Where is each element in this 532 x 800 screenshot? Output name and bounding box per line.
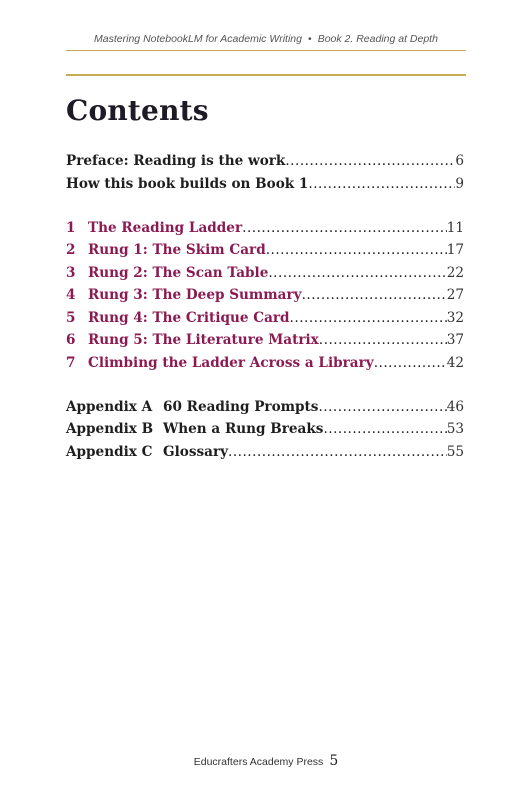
toc-page-number: 42 <box>446 355 464 371</box>
toc-chapter-3[interactable] <box>66 263 464 283</box>
toc-page-number: 22 <box>446 265 464 281</box>
dot-leader <box>308 174 455 194</box>
chapter-title: Climbing the Ladder Across a Library <box>88 355 374 371</box>
dot-leader <box>323 419 446 439</box>
toc-entry-label: How this book builds on Book 1 <box>66 176 309 192</box>
dot-leader <box>285 151 455 171</box>
chapter-number: 2 <box>66 242 76 258</box>
appendix-id: Appendix C <box>66 444 153 460</box>
dot-leader <box>242 218 447 238</box>
toc-page-number: 9 <box>455 176 464 192</box>
toc-appendix-a[interactable] <box>66 397 464 417</box>
toc-page-number: 32 <box>446 310 464 326</box>
toc-entry-how-this-book-builds[interactable] <box>66 174 464 194</box>
dot-leader <box>319 330 447 350</box>
appendix-title: When a Rung Breaks <box>163 421 324 437</box>
title-rule <box>66 74 466 76</box>
appendix-title: 60 Reading Prompts <box>163 399 319 415</box>
dot-leader <box>228 442 447 462</box>
toc-chapter-5[interactable] <box>66 308 464 328</box>
toc-chapter-7[interactable] <box>66 353 464 373</box>
dot-leader <box>268 263 446 283</box>
chapter-number: 7 <box>66 355 76 371</box>
chapter-number: 5 <box>66 310 76 326</box>
chapter-number: 1 <box>66 220 76 236</box>
chapter-title: Rung 1: The Skim Card <box>88 242 266 258</box>
header-rule <box>66 50 466 51</box>
chapter-title: Rung 4: The Critique Card <box>88 310 290 326</box>
chapter-number: 3 <box>66 265 76 281</box>
toc-page-number: 37 <box>446 332 464 348</box>
toc-page-number: 17 <box>446 242 464 258</box>
chapter-number: 6 <box>66 332 76 348</box>
toc-page-number: 55 <box>446 444 464 460</box>
chapter-title: The Reading Ladder <box>88 220 243 236</box>
toc-page-number: 11 <box>446 220 464 236</box>
toc-chapter-1[interactable] <box>66 218 464 238</box>
dot-leader <box>290 308 447 328</box>
chapter-title: Rung 3: The Deep Summary <box>88 287 302 303</box>
toc-page-number: 46 <box>446 399 464 415</box>
appendix-id: Appendix B <box>66 421 154 437</box>
toc-chapter-6[interactable] <box>66 330 464 350</box>
page-footer <box>0 750 532 769</box>
chapter-number: 4 <box>66 287 76 303</box>
toc-page-number: 27 <box>446 287 464 303</box>
folio-page-number: 5 <box>329 753 339 769</box>
toc-appendix-c[interactable] <box>66 442 464 462</box>
toc-chapter-4[interactable] <box>66 285 464 305</box>
toc-page-number: 53 <box>446 421 464 437</box>
toc-page-number: 6 <box>455 153 464 169</box>
dot-leader <box>318 397 446 417</box>
appendix-title: Glossary <box>163 444 229 460</box>
chapter-title: Rung 5: The Literature Matrix <box>88 332 319 348</box>
running-head-book-title: Mastering NotebookLM for Academic Writing <box>94 33 302 45</box>
chapter-title: Rung 2: The Scan Table <box>88 265 269 281</box>
toc-appendix-b[interactable] <box>66 419 464 439</box>
toc-entry-label: Preface: Reading is the work <box>66 153 286 169</box>
page-title: Contents <box>66 94 209 127</box>
toc-chapter-2[interactable] <box>66 240 464 260</box>
dot-leader <box>266 240 447 260</box>
dot-leader <box>302 285 447 305</box>
publisher-name: Educrafters Academy Press <box>193 756 324 768</box>
appendix-id: Appendix A <box>66 399 153 415</box>
toc-entry-preface[interactable] <box>66 151 464 171</box>
running-head <box>0 33 532 45</box>
running-head-subtitle: Book 2. Reading at Depth <box>317 33 438 45</box>
dot-leader <box>374 353 447 373</box>
running-head-separator: • <box>308 33 312 45</box>
